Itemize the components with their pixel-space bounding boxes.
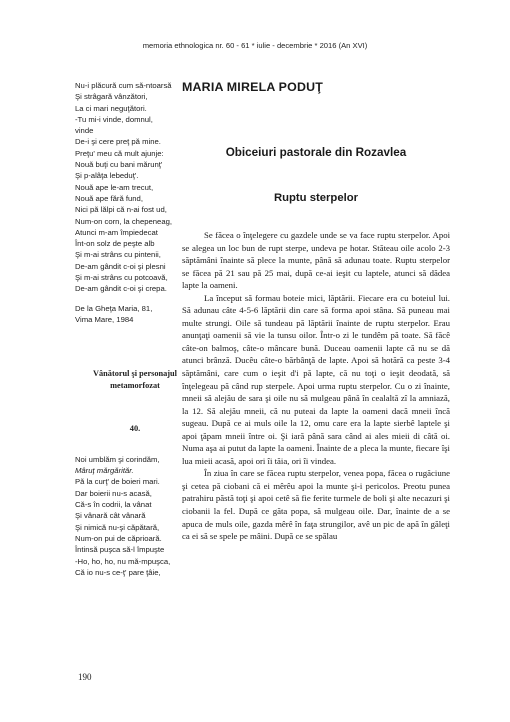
poem-line: Num-on pui de căprioară. <box>75 533 162 543</box>
poem-line: Nouă buţi cu bani mărunţ' <box>75 160 163 170</box>
poem-line: Şi m-ai strâns cu pintenii, <box>75 250 161 260</box>
poem-line: Şi strâgară vânzători, <box>75 92 148 102</box>
poem-line: Noi umblăm şi corindăm, <box>75 454 160 464</box>
poem-line: De-i şi cere preţ pă mine. <box>75 137 161 147</box>
article-title: Obiceiuri pastorale din Rozavlea <box>225 146 407 159</box>
source-line: Vima Mare, 1984 <box>75 315 134 325</box>
section-title: Vânătorul şi personajul metamorfozat <box>93 368 177 390</box>
poem-line: Că-s în codrii, la vânat <box>75 500 152 510</box>
poem-line: Nouă ape fără fund, <box>75 193 143 203</box>
poem-line: Nouă ape le-am trecut, <box>75 182 154 192</box>
poem-line: vinde <box>75 126 94 136</box>
poem-line: Num-on corn, la chepeneag, <box>75 216 173 226</box>
page-number: 190 <box>78 672 92 682</box>
poem-number: 40. <box>129 423 141 433</box>
article <box>182 80 450 542</box>
poem-line: Atunci m-am împiedecat <box>75 227 158 237</box>
poem-line: Mâruţ mărgărităr. <box>75 466 134 476</box>
journal-header: memoria ethnologica nr. 60 - 61 * iulie - decembrie * 2016 (An XVI) <box>142 41 368 50</box>
paragraph: La început să formau boteie mici, lăptării. Fiecare era cu boteiul lui. Să adunau câte 4-5-6 lăptării din care să forma apoi stâna. Să puneau mai multe strungi. Oile să tundeau pă lăptării înainte de ruptu sterpelor. Erau anunţaţi oamenii să vie la tunsu oilor. Într-o zi le tundêm pă toate. Să făcê câte-on balmoş, câte-o mâncare bună. Duceau oamenii lapte că nu se dă atunci brânză. Ducêu câte-o bărbânţă de lapte. Apoi să hotără ca peste 3-4 săptămâni, care cum o ieşit d'i pă lapte, că nu toţi o ieşit deodată, să înţelegeau pă când rup sterpele. Apoi urma ruptu sterpelor. Cu o zi înainte, mneii să alejău de sara şi oile nu să mulgeau până în cealaltă zî la amniază, la 12. Să alejău mneii, că nu puteai da lapte la oameni dacă mneii încă sugeau. După ce ai muls oile la 12, omu care era la lapte sierbê laptele şi apoi ţăpam mneii între oi. Şi iară până sara când ai ales mieii di câtă oi. Numa aşa ai putut da lapte la oameni. Înainte de a pleca la munte, fiecare îşi lua mieii acasă, apoi ori îi tăia, ori îi vindea. <box>182 292 450 466</box>
author-name: MARIA MIRELA PODUŢ <box>182 80 324 94</box>
poem-line: Nu-i plăcură cum să-ntoarsă <box>75 81 172 90</box>
poem-line: Şi p-alâţa lebeduţ'. <box>75 171 139 181</box>
source-attribution <box>75 303 175 326</box>
poem-line: Şi nimică nu-şi căpătară, <box>75 522 160 532</box>
poem-line: Înt-on solz de peşte alb <box>75 239 155 249</box>
poem-line: Şi m-ai strâns cu potcoavă, <box>75 273 168 283</box>
left-column <box>75 80 175 578</box>
poem-line: Întinsă puşca să-l împuşte <box>75 545 165 555</box>
poem-line: Dar boierii nu-s acasă, <box>75 488 152 498</box>
poem-second <box>75 454 175 578</box>
poem-line: Nici pă lălpi că n-ai fost ud, <box>75 205 167 215</box>
paragraph: În ziua în care se făcea ruptu sterpelor, venea popa, făcea o rugăciune şi cetea pă ciobani că ei mêrêu apoi la munte şi-i pericolos. Preotu punea patrahiru păstă toţi şi apoi cetê să fie ferite turmele de boli şi alte necazuri şi ciobanii la fel. După ce găta popa, să mulgeau oile. Dar, înainte de a se apuca de muls oile, gazda mêrê în faţa strungilor, avê un pic de apă în găleţi ca ei să se spele pe mâini. După ce se spălau <box>182 468 450 542</box>
paragraph: Se făcea o înţelegere cu gazdele unde se va face ruptu sterpelor. Apoi se alegea un loc bun de rupt sterpe, undeva pe hotar. Stăteau oile acolo 2-3 săptămâni înainte să plece la munte, până să adunau toate. Ruptu sterpelor se făcea pă 21 sau pă 25 mai, după ce-ai ieşit cu laptele, atunci să dădea lapte la oameni. <box>182 230 450 291</box>
poem-line: -Tu mi-i vinde, domnul, <box>75 114 153 124</box>
poem-line: Preţu' meu că mult ajunje: <box>75 148 164 158</box>
poem-line: De-am gândit c-oi şi plesni <box>75 261 166 271</box>
source-line: De la Gheţa Maria, 81, <box>75 303 153 313</box>
article-subtitle: Ruptu sterpelor <box>273 192 359 204</box>
poem-first <box>75 80 175 295</box>
article-body <box>182 229 450 543</box>
poem-line: -Ho, ho, ho, nu mă-mpuşca, <box>75 556 171 566</box>
poem-line: Pă la curţ' de boieri mari. <box>75 477 160 487</box>
poem-line: De-am gândit c-oi şi crepa. <box>75 284 167 294</box>
poem-line: Şi vânară cât vânară <box>75 511 146 521</box>
poem-line: La ci mari neguţători. <box>75 103 147 113</box>
poem-line: Că io nu-s ce-ţ' pare ţâie, <box>75 567 161 577</box>
